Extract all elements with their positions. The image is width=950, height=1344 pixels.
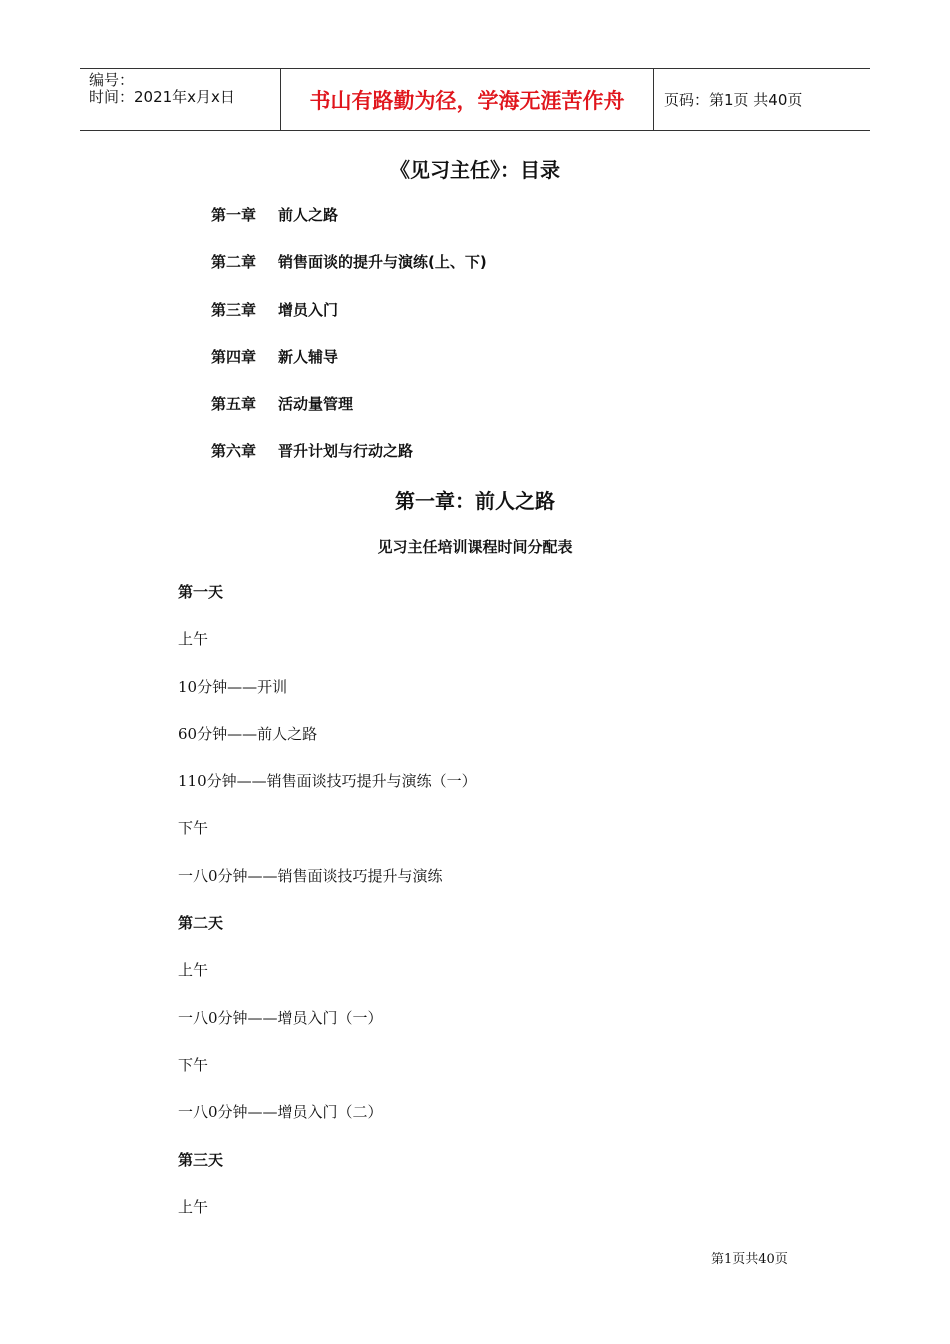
toc-item: [211, 346, 487, 393]
toc-name: 活动量管理: [278, 395, 354, 414]
chapter-title: 第一章：前人之路: [395, 489, 555, 513]
toc-name: 销售面谈的提升与演练(上、下): [278, 253, 487, 272]
schedule-line: 上午: [178, 630, 209, 649]
toc-chapter: 第一章: [211, 206, 257, 224]
schedule-line: 10分钟——开训: [178, 677, 288, 696]
schedule-line: 上午: [178, 961, 209, 980]
schedule-day: 第一天: [178, 583, 224, 601]
toc-item: [211, 251, 487, 298]
schedule-line: 一八0分钟——增员入门（二）: [178, 1103, 383, 1122]
toc-chapter: 第四章: [211, 347, 257, 366]
toc-name: 前人之路: [278, 206, 339, 224]
toc-chapter: 第六章: [211, 442, 257, 461]
schedule-line: 上午: [178, 1197, 209, 1216]
header-page-label: 页码：第1页 共40页: [664, 91, 803, 109]
time-label: 时间：2021年x月x日: [89, 88, 235, 106]
page-footer: 第1页共40页: [711, 1252, 788, 1267]
schedule-day: 第二天: [178, 914, 224, 933]
toc-chapter: 第二章: [211, 253, 257, 272]
schedule-line: 一八0分钟——增员入门（一）: [178, 1008, 383, 1027]
toc-list: [211, 204, 487, 488]
schedule-line: 下午: [178, 1055, 209, 1074]
schedule-day: 第三天: [178, 1150, 224, 1169]
schedule-list: [178, 581, 477, 1243]
header-meta: [80, 69, 281, 130]
toc-chapter: 第五章: [211, 395, 257, 414]
toc-chapter: 第三章: [211, 300, 257, 319]
toc-item: [211, 204, 487, 251]
toc-item: [211, 393, 487, 440]
toc-name: 新人辅导: [278, 347, 339, 366]
header-motto: 书山有路勤为径，学海无涯苦作舟: [281, 69, 654, 130]
schedule-line: 一八0分钟——销售面谈技巧提升与演练: [178, 866, 443, 885]
toc-title: 《见习主任》：目录: [390, 158, 560, 182]
toc-name: 增员入门: [278, 300, 339, 319]
schedule-line: 60分钟——前人之路: [178, 724, 318, 743]
document-header: [80, 68, 870, 131]
number-label: 编号：: [89, 71, 135, 89]
schedule-line: 110分钟——销售面谈技巧提升与演练（一）: [178, 772, 477, 791]
schedule-subtitle: 见习主任培训课程时间分配表: [377, 538, 573, 556]
schedule-line: 下午: [178, 819, 209, 838]
toc-name: 晋升计划与行动之路: [278, 442, 414, 461]
toc-item: [211, 299, 487, 346]
toc-item: [211, 440, 487, 487]
